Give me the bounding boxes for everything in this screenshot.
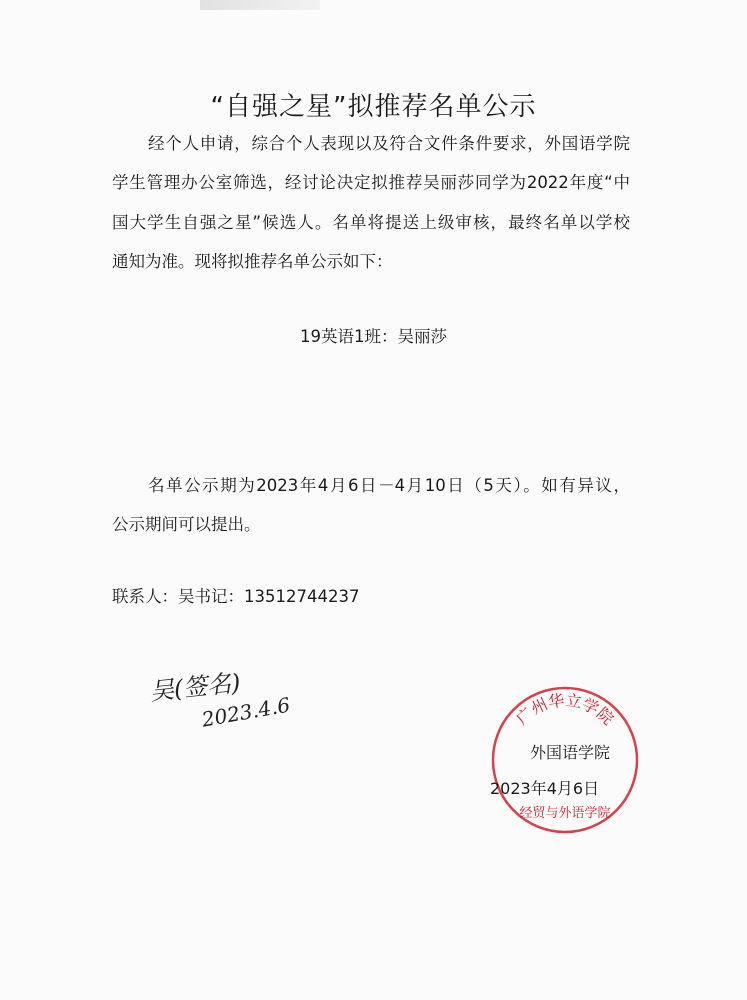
nominee-entry: 19英语1班：吴丽莎 — [300, 327, 447, 346]
page-title: “自强之星”拟推荐名单公示 — [210, 92, 537, 122]
period-line: 名单公示期为2023年4月6日－4月10日（5天）。如有异议， — [148, 476, 630, 495]
contact-info: 联系人：吴书记：13512744237 — [112, 587, 360, 606]
intro-line: 经个人申请，综合个人表现以及符合文件条件要求，外国语学院 — [148, 134, 630, 153]
scan-smear — [200, 0, 320, 10]
issue-date: 2023年4月6日 — [490, 779, 600, 798]
intro-line: 学生管理办公室筛选，经讨论决定拟推荐吴丽莎同学为2022年度“中 — [112, 173, 630, 192]
handwritten-signature-date: 2023.4.6 — [200, 692, 292, 732]
handwritten-signature: 吴(签名) — [148, 668, 242, 706]
period-line: 公示期间可以提出。 — [112, 515, 261, 534]
intro-line: 国大学生自强之星”候选人。名单将提送上级审核，最终名单以学校 — [112, 213, 630, 232]
seal-inner-text: 经贸与外语学院 — [519, 806, 611, 821]
seal-outer-text: 广州华立学院 — [512, 690, 618, 729]
intro-line: 通知为准。现将拟推荐名单公示如下： — [112, 252, 393, 271]
issuing-department: 外国语学院 — [530, 743, 611, 762]
